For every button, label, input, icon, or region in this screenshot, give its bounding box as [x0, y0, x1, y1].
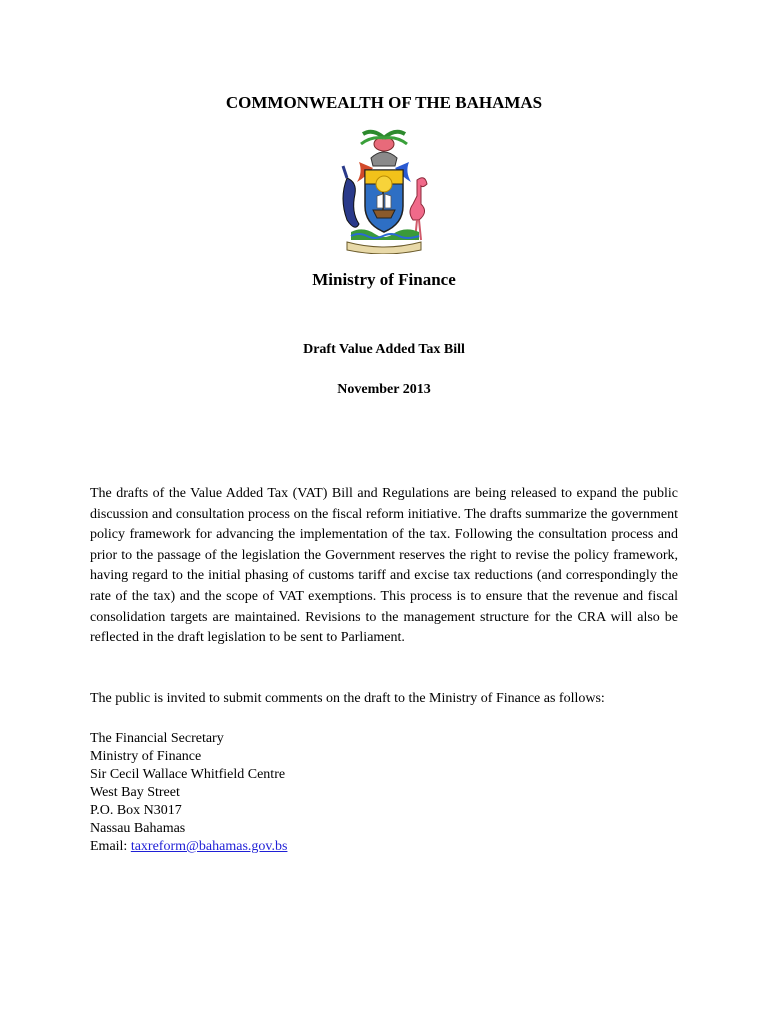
ministry-heading: Ministry of Finance	[312, 270, 456, 289]
email-label: Email:	[90, 839, 131, 854]
document-date: November 2013	[337, 382, 431, 397]
email-link[interactable]: taxreform@bahamas.gov.bs	[130, 839, 288, 854]
address-line: West Bay Street	[90, 785, 180, 800]
email-line	[90, 838, 678, 856]
intro-paragraph: The drafts of the Value Added Tax (VAT) Bill and Regulations are being released to expand the public discussion and consultation process on the fiscal reform initiative. The drafts summarize the government policy framework for advancing the implementation of the tax. Following the consultation process and prior to the passage of the legislation the Government reserves the right to revise the policy framework, having regard to the initial phasing of customs tariff and excise tax reductions (and correspondingly the rate of the tax) and the scope of VAT exemptions. This process is to ensure that the revenue and fiscal consolidation targets are maintained. Revisions to the management structure for the CRA will also be reflected in the draft legislation to be sent to Parliament.	[90, 486, 678, 646]
contact-address	[90, 730, 678, 856]
address-line: The Financial Secretary	[90, 731, 224, 746]
address-line: Sir Cecil Wallace Whitfield Centre	[90, 767, 286, 782]
address-line: Ministry of Finance	[90, 749, 202, 764]
document-title: COMMONWEALTH OF THE BAHAMAS	[225, 93, 543, 112]
invitation-paragraph: The public is invited to submit comments on the draft to the Ministry of Finance as follows:	[90, 691, 605, 706]
document-subtitle: Draft Value Added Tax Bill	[303, 342, 465, 357]
coat-of-arms-icon	[333, 128, 435, 254]
address-line: Nassau Bahamas	[90, 821, 186, 836]
address-line: P.O. Box N3017	[90, 803, 182, 818]
